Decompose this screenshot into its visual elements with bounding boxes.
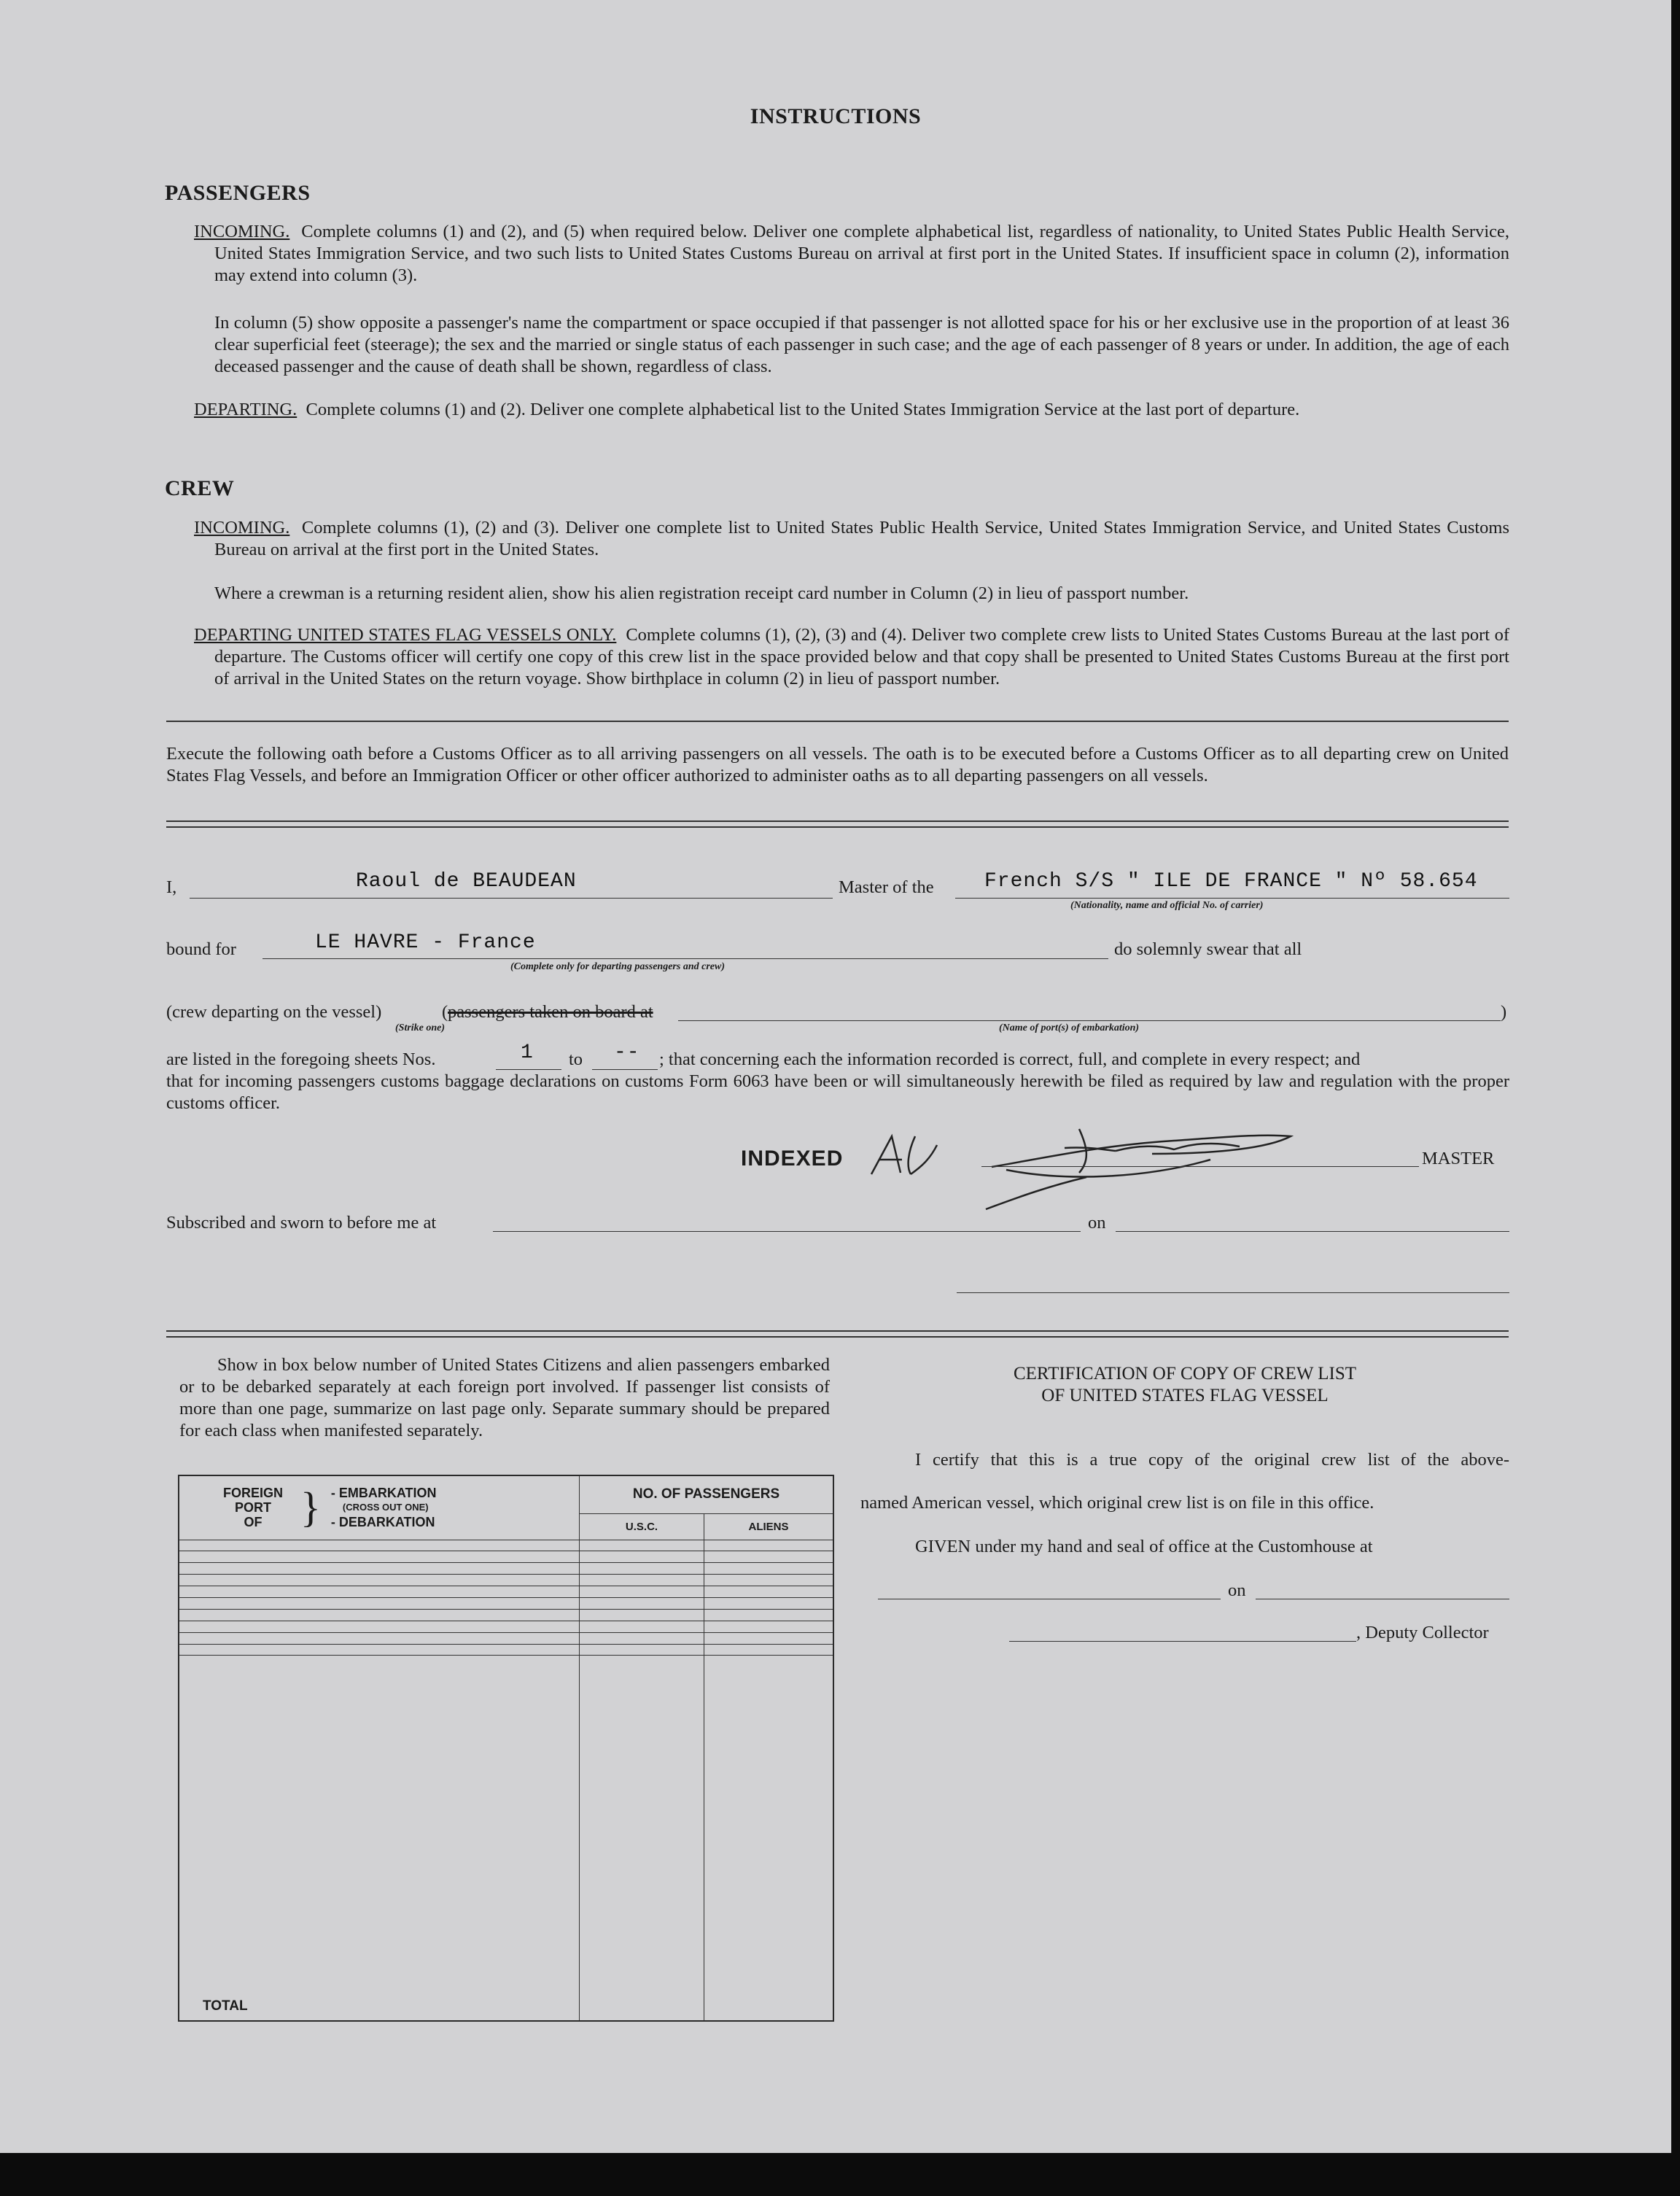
oath-i-label: I, [166, 877, 177, 897]
crew-departing-text: Complete columns (1), (2), (3) and (4). Deliver two complete crew lists to United States Customs Bureau at the last port of departure. The Customs officer will certify one copy of this crew list in the space provided below and that copy shall be presented to United States Customs Bureau at the first port of arrival in the United States on the return voyage. Show birthplace in column (2) in lieu of passport number. [214, 625, 1509, 688]
usc-cell[interactable] [580, 1632, 704, 1644]
vessel-caption: (Nationality, name and official No. of carrier) [1070, 900, 1264, 911]
port-caption: (Name of port(s) of embarkation) [999, 1023, 1140, 1033]
crew-departing-paragraph [194, 624, 1509, 690]
table-row [179, 1540, 833, 1551]
sheets-line2: that for incoming passengers customs baggage declarations on customs Form 6063 have been or will simultaneously herewith be filed as required by law and regulation with the proper customs officer. [166, 1071, 1509, 1113]
indexed-initials-mark [864, 1130, 952, 1182]
page-title: INSTRUCTIONS [750, 104, 922, 128]
table-row [179, 1551, 833, 1563]
table-row [179, 1597, 833, 1609]
master-signature-line [981, 1166, 1419, 1167]
aliens-cell[interactable] [704, 1563, 834, 1575]
passenger-summary-table [178, 1475, 834, 2022]
port-label: PORT [235, 1500, 272, 1516]
swear-text: do solemnly swear that all [1114, 939, 1302, 959]
close-paren: ) [1501, 1002, 1507, 1022]
certification-text-2: named American vessel, which original crew list is on file in this office. [860, 1493, 1374, 1513]
aliens-header: ALIENS [704, 1513, 834, 1540]
usc-cell[interactable] [580, 1551, 704, 1563]
table-row [179, 1621, 833, 1632]
aliens-cell[interactable] [704, 1597, 834, 1609]
to-label: to [569, 1049, 583, 1069]
certification-title-2: OF UNITED STATES FLAG VESSEL [1041, 1386, 1329, 1405]
aliens-cell[interactable] [704, 1575, 834, 1586]
certification-text-1: I certify that this is a true copy of the original crew list of the above- [915, 1450, 1509, 1470]
usc-cell[interactable] [580, 1540, 704, 1551]
port-cell[interactable] [179, 1609, 580, 1621]
port-cell[interactable] [179, 1575, 580, 1586]
table-row [179, 1563, 833, 1575]
passengers-incoming-paragraph [194, 221, 1509, 287]
deputy-signature-line [1009, 1641, 1356, 1642]
embarkation-label: - EMBARKATION [330, 1486, 437, 1501]
sheet-from: 1 [521, 1041, 534, 1064]
passengers-departing-text: Complete columns (1) and (2). Deliver one complete alphabetical list to the United States Immigration Service at the last port of departure. [306, 400, 1300, 419]
crew-resident-paragraph: Where a crewman is a returning resident alien, show his alien registration receipt card number in Column (2) in lieu of passport number. [214, 583, 1189, 603]
deputy-collector-label: , Deputy Collector [1356, 1623, 1489, 1642]
sworn-date-line [1116, 1231, 1509, 1232]
table-row [179, 1632, 833, 1644]
port-cell[interactable] [179, 1563, 580, 1575]
brace-icon: } [300, 1483, 321, 1532]
destination-caption: (Complete only for departing passengers and crew) [510, 961, 725, 972]
subscribed-label: Subscribed and sworn to before me at [166, 1213, 437, 1233]
master-of-label: Master of the [839, 877, 934, 897]
total-row [179, 1656, 833, 2021]
divider [166, 826, 1509, 828]
crew-incoming-paragraph [194, 517, 1510, 561]
table-row [179, 1644, 833, 1656]
master-signature [977, 1116, 1312, 1218]
crew-departing-label: DEPARTING UNITED STATES FLAG VESSELS ONLY. [194, 625, 617, 645]
usc-cell[interactable] [580, 1575, 704, 1586]
table-row [179, 1609, 833, 1621]
strike-caption: (Strike one) [395, 1023, 446, 1033]
vessel-line [955, 898, 1509, 899]
summary-instructions: Show in box below number of United States Citizens and alien passengers embarked or to be debarked separately at each foreign port involved. If passenger list consists of more than one page, summarize on last page only. Separate summary should be prepared for each class when manifested separately. [179, 1355, 830, 1440]
total-label: TOTAL [179, 1656, 580, 2021]
aliens-cell[interactable] [704, 1540, 834, 1551]
sworn-place-line [493, 1231, 1081, 1232]
divider [166, 1336, 1509, 1338]
sheets-prefix: are listed in the foregoing sheets Nos. [166, 1049, 436, 1069]
master-name-line [190, 898, 833, 899]
officer-signature-line [957, 1292, 1509, 1293]
usc-header: U.S.C. [580, 1513, 704, 1540]
aliens-cell[interactable] [704, 1644, 834, 1656]
table-row [179, 1586, 833, 1598]
aliens-cell[interactable] [704, 1586, 834, 1598]
port-header-cell [179, 1475, 580, 1540]
port-cell[interactable] [179, 1644, 580, 1656]
open-paren: ( [442, 1002, 448, 1022]
debarkation-label: - DEBARKATION [330, 1515, 435, 1530]
passengers-heading: PASSENGERS [165, 181, 311, 205]
sheet-from-line [496, 1069, 561, 1070]
destination-line [262, 958, 1108, 959]
passengers-incoming-label: INCOMING. [194, 222, 290, 241]
oath-intro: Execute the following oath before a Customs Officer as to all arriving passengers on all vessels. The oath is to be executed before a Customs Officer as to all departing crew on United States Flag Vessels, and before an Immigration Officer or other officer authorized to administer oaths as to all departing passengers on all vessels. [166, 744, 1509, 785]
crew-departing-option: (crew departing on the vessel) [166, 1002, 382, 1022]
aliens-total-cell[interactable] [704, 1656, 834, 2021]
table-row [179, 1575, 833, 1586]
aliens-cell[interactable] [704, 1632, 834, 1644]
port-cell[interactable] [179, 1632, 580, 1644]
port-cell[interactable] [179, 1551, 580, 1563]
divider [166, 820, 1509, 822]
of-label: OF [244, 1515, 262, 1530]
crew-incoming-label: INCOMING. [194, 518, 290, 538]
crew-incoming-text: Complete columns (1), (2) and (3). Deliver one complete list to United States Public Health Service, United States Immigration Service, and United States Customs Bureau on arrival at the first port in the United States. [214, 518, 1510, 559]
usc-cell[interactable] [580, 1597, 704, 1609]
destination: LE HAVRE - France [315, 931, 536, 954]
foreign-label: FOREIGN [223, 1486, 284, 1501]
aliens-cell[interactable] [704, 1551, 834, 1563]
divider [166, 1330, 1509, 1332]
no-passengers-header: NO. OF PASSENGERS [580, 1475, 834, 1513]
usc-cell[interactable] [580, 1586, 704, 1598]
master-name: Raoul de BEAUDEAN [356, 870, 577, 893]
usc-cell[interactable] [580, 1563, 704, 1575]
port-line [678, 1020, 1501, 1021]
sheet-to-line [592, 1069, 658, 1070]
usc-cell[interactable] [580, 1644, 704, 1656]
sheets-suffix: ; that concerning each the information recorded is correct, full, and complete in every respect; and [659, 1049, 1361, 1069]
crew-heading: CREW [165, 476, 235, 500]
indexed-stamp: INDEXED [741, 1147, 844, 1171]
port-cell[interactable] [179, 1621, 580, 1632]
divider [166, 721, 1509, 722]
struck-passenger-option: passengers taken on board at [448, 1002, 653, 1022]
aliens-cell[interactable] [704, 1621, 834, 1632]
master-label: MASTER [1422, 1149, 1495, 1168]
certification-text-3: GIVEN under my hand and seal of office at the Customhouse at [915, 1537, 1373, 1556]
port-cell[interactable] [179, 1540, 580, 1551]
usc-cell[interactable] [580, 1609, 704, 1621]
port-cell[interactable] [179, 1586, 580, 1598]
passengers-column5-paragraph: In column (5) show opposite a passenger's name the compartment or space occupied if that passenger is not allotted space for his or her exclusive use in the proportion of at least 36 clear superficial feet (steerage); the sex and the married or single status of each passenger in such case; and the age of each passenger of 8 years or under. In addition, the age of each deceased passenger and the cause of death shall be shown, regardless of class. [214, 313, 1509, 376]
passengers-incoming-text: Complete columns (1) and (2), and (5) when required below. Deliver one complete alphabetical list, regardless of nationality, to United States Public Health Service, United States Immigration Service, and two such lists to United States Customs Bureau on arrival at first port in the United States. If insufficient space in column (2), information may extend into column (3). [214, 222, 1509, 285]
bound-for-label: bound for [166, 939, 236, 959]
passengers-departing-paragraph [194, 399, 1509, 421]
passengers-departing-label: DEPARTING. [194, 400, 298, 419]
aliens-cell[interactable] [704, 1609, 834, 1621]
usc-cell[interactable] [580, 1621, 704, 1632]
vessel-name: French S/S " ILE DE FRANCE " Nº 58.654 [984, 870, 1478, 893]
certification-title-1: CERTIFICATION OF COPY OF CREW LIST [1013, 1364, 1357, 1384]
sheet-to: -- [614, 1041, 640, 1064]
certification-on-label: on [1228, 1580, 1246, 1600]
port-cell[interactable] [179, 1597, 580, 1609]
sworn-on-label: on [1088, 1213, 1106, 1233]
cross-out-label: (CROSS OUT ONE) [342, 1502, 429, 1513]
usc-total-cell[interactable] [580, 1656, 704, 2021]
